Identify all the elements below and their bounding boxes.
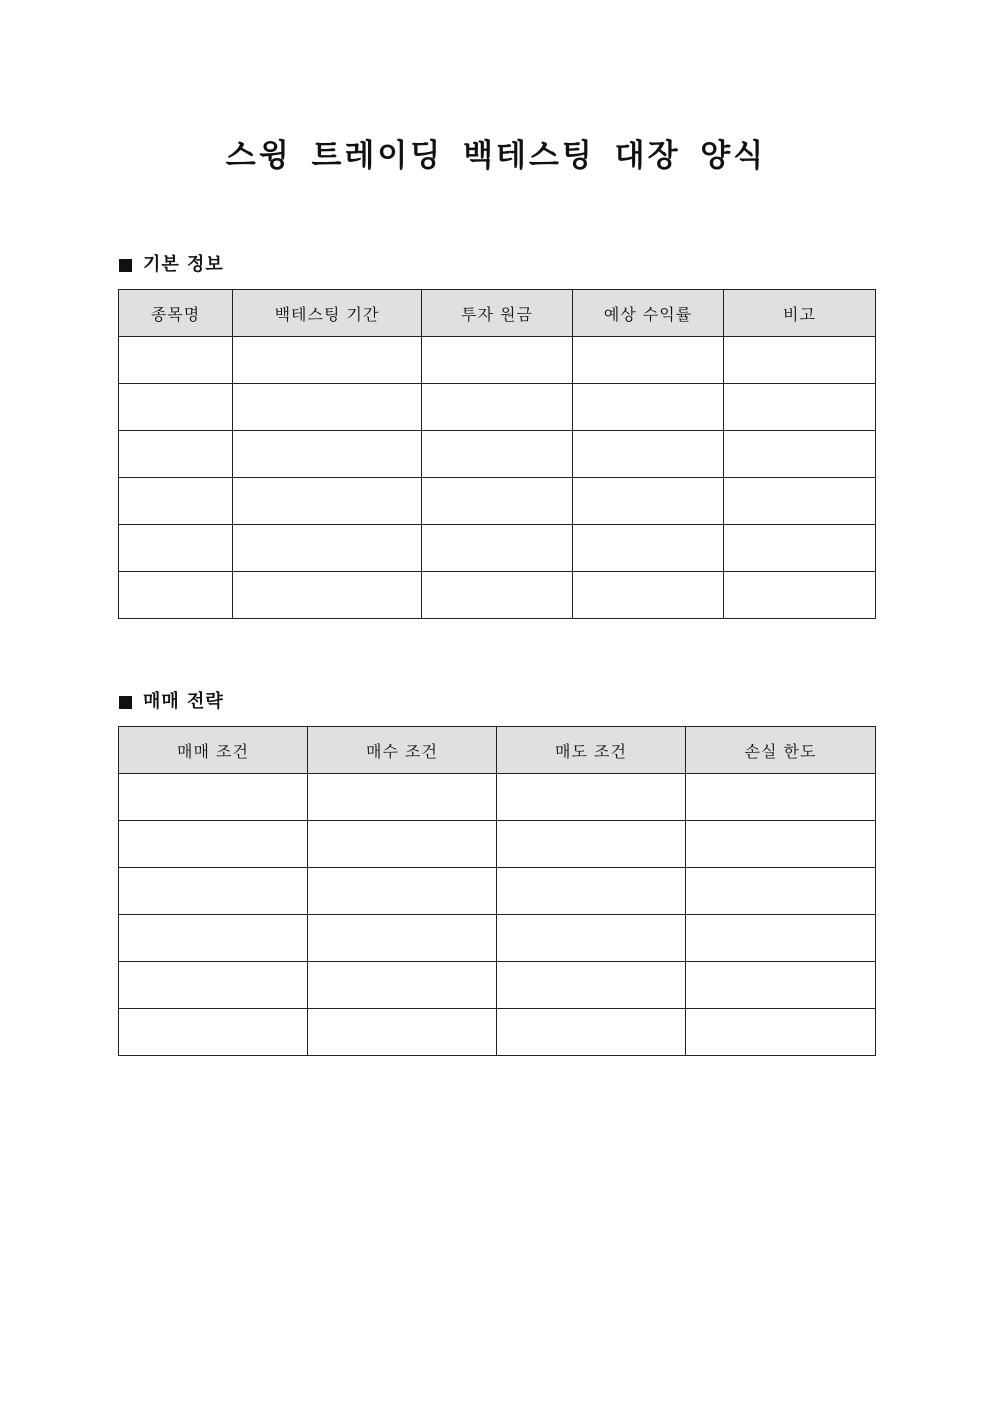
table-cell[interactable] bbox=[497, 868, 686, 915]
table-cell[interactable] bbox=[119, 774, 308, 821]
table-cell[interactable] bbox=[119, 337, 233, 384]
table-cell[interactable] bbox=[308, 962, 497, 1009]
table-cell[interactable] bbox=[422, 337, 573, 384]
table-cell[interactable] bbox=[119, 525, 233, 572]
table-cell[interactable] bbox=[686, 915, 876, 962]
table-cell[interactable] bbox=[119, 962, 308, 1009]
table-cell[interactable] bbox=[686, 962, 876, 1009]
table-cell[interactable] bbox=[233, 337, 422, 384]
table-cell[interactable] bbox=[686, 774, 876, 821]
column-header-principal: 투자 원금 bbox=[422, 290, 573, 337]
column-header-backtest-period: 백테스팅 기간 bbox=[233, 290, 422, 337]
table-cell[interactable] bbox=[724, 478, 876, 525]
table-cell[interactable] bbox=[573, 337, 724, 384]
column-header-notes: 비고 bbox=[724, 290, 876, 337]
table-row bbox=[119, 915, 876, 962]
table-cell[interactable] bbox=[497, 774, 686, 821]
table-header-row bbox=[119, 290, 876, 337]
table-cell[interactable] bbox=[497, 821, 686, 868]
table-cell[interactable] bbox=[422, 525, 573, 572]
section-heading-label: 매매 전략 bbox=[143, 691, 224, 712]
column-header-buy-condition: 매수 조건 bbox=[308, 727, 497, 774]
table-cell[interactable] bbox=[724, 572, 876, 619]
table-cell[interactable] bbox=[233, 431, 422, 478]
table-row bbox=[119, 774, 876, 821]
table-cell[interactable] bbox=[497, 1009, 686, 1056]
table-cell[interactable] bbox=[686, 821, 876, 868]
column-header-expected-return: 예상 수익률 bbox=[573, 290, 724, 337]
table-cell[interactable] bbox=[724, 431, 876, 478]
table-cell[interactable] bbox=[233, 525, 422, 572]
table-cell[interactable] bbox=[724, 525, 876, 572]
table-cell[interactable] bbox=[497, 915, 686, 962]
table-header-row bbox=[119, 727, 876, 774]
section-heading-basic-info bbox=[119, 253, 224, 277]
table-cell[interactable] bbox=[233, 384, 422, 431]
table-row bbox=[119, 1009, 876, 1056]
table-cell[interactable] bbox=[119, 572, 233, 619]
table-cell[interactable] bbox=[119, 478, 233, 525]
table-cell[interactable] bbox=[119, 868, 308, 915]
table-cell[interactable] bbox=[724, 384, 876, 431]
table-cell[interactable] bbox=[724, 337, 876, 384]
table-cell[interactable] bbox=[573, 431, 724, 478]
table-cell[interactable] bbox=[308, 1009, 497, 1056]
table-row bbox=[119, 384, 876, 431]
table-cell[interactable] bbox=[119, 431, 233, 478]
section-heading-trading-strategy bbox=[119, 690, 224, 714]
basic-info-table bbox=[118, 289, 876, 619]
table-row bbox=[119, 821, 876, 868]
table-cell[interactable] bbox=[497, 962, 686, 1009]
section-heading-label: 기본 정보 bbox=[143, 254, 224, 275]
table-cell[interactable] bbox=[686, 1009, 876, 1056]
table-cell[interactable] bbox=[422, 478, 573, 525]
table-cell[interactable] bbox=[573, 525, 724, 572]
table-row bbox=[119, 478, 876, 525]
column-header-loss-limit: 손실 한도 bbox=[686, 727, 876, 774]
table-row bbox=[119, 525, 876, 572]
square-bullet-icon bbox=[119, 696, 132, 709]
table-row bbox=[119, 572, 876, 619]
trading-strategy-table bbox=[118, 726, 876, 1056]
table-cell[interactable] bbox=[573, 572, 724, 619]
table-row bbox=[119, 431, 876, 478]
table-cell[interactable] bbox=[308, 915, 497, 962]
table-row bbox=[119, 962, 876, 1009]
table-cell[interactable] bbox=[308, 821, 497, 868]
table-row bbox=[119, 337, 876, 384]
table-cell[interactable] bbox=[119, 384, 233, 431]
column-header-sell-condition: 매도 조건 bbox=[497, 727, 686, 774]
page-title: 스윙 트레이딩 백테스팅 대장 양식 bbox=[225, 138, 767, 174]
table-cell[interactable] bbox=[233, 572, 422, 619]
table-cell[interactable] bbox=[573, 478, 724, 525]
table-cell[interactable] bbox=[422, 431, 573, 478]
column-header-stock-name: 종목명 bbox=[119, 290, 233, 337]
table-cell[interactable] bbox=[233, 478, 422, 525]
table-cell[interactable] bbox=[686, 868, 876, 915]
table-cell[interactable] bbox=[119, 821, 308, 868]
square-bullet-icon bbox=[119, 259, 132, 272]
column-header-trading-condition: 매매 조건 bbox=[119, 727, 308, 774]
table-cell[interactable] bbox=[119, 1009, 308, 1056]
table-cell[interactable] bbox=[119, 915, 308, 962]
table-cell[interactable] bbox=[422, 572, 573, 619]
table-row bbox=[119, 868, 876, 915]
table-cell[interactable] bbox=[573, 384, 724, 431]
table-cell[interactable] bbox=[308, 868, 497, 915]
table-cell[interactable] bbox=[422, 384, 573, 431]
table-cell[interactable] bbox=[308, 774, 497, 821]
